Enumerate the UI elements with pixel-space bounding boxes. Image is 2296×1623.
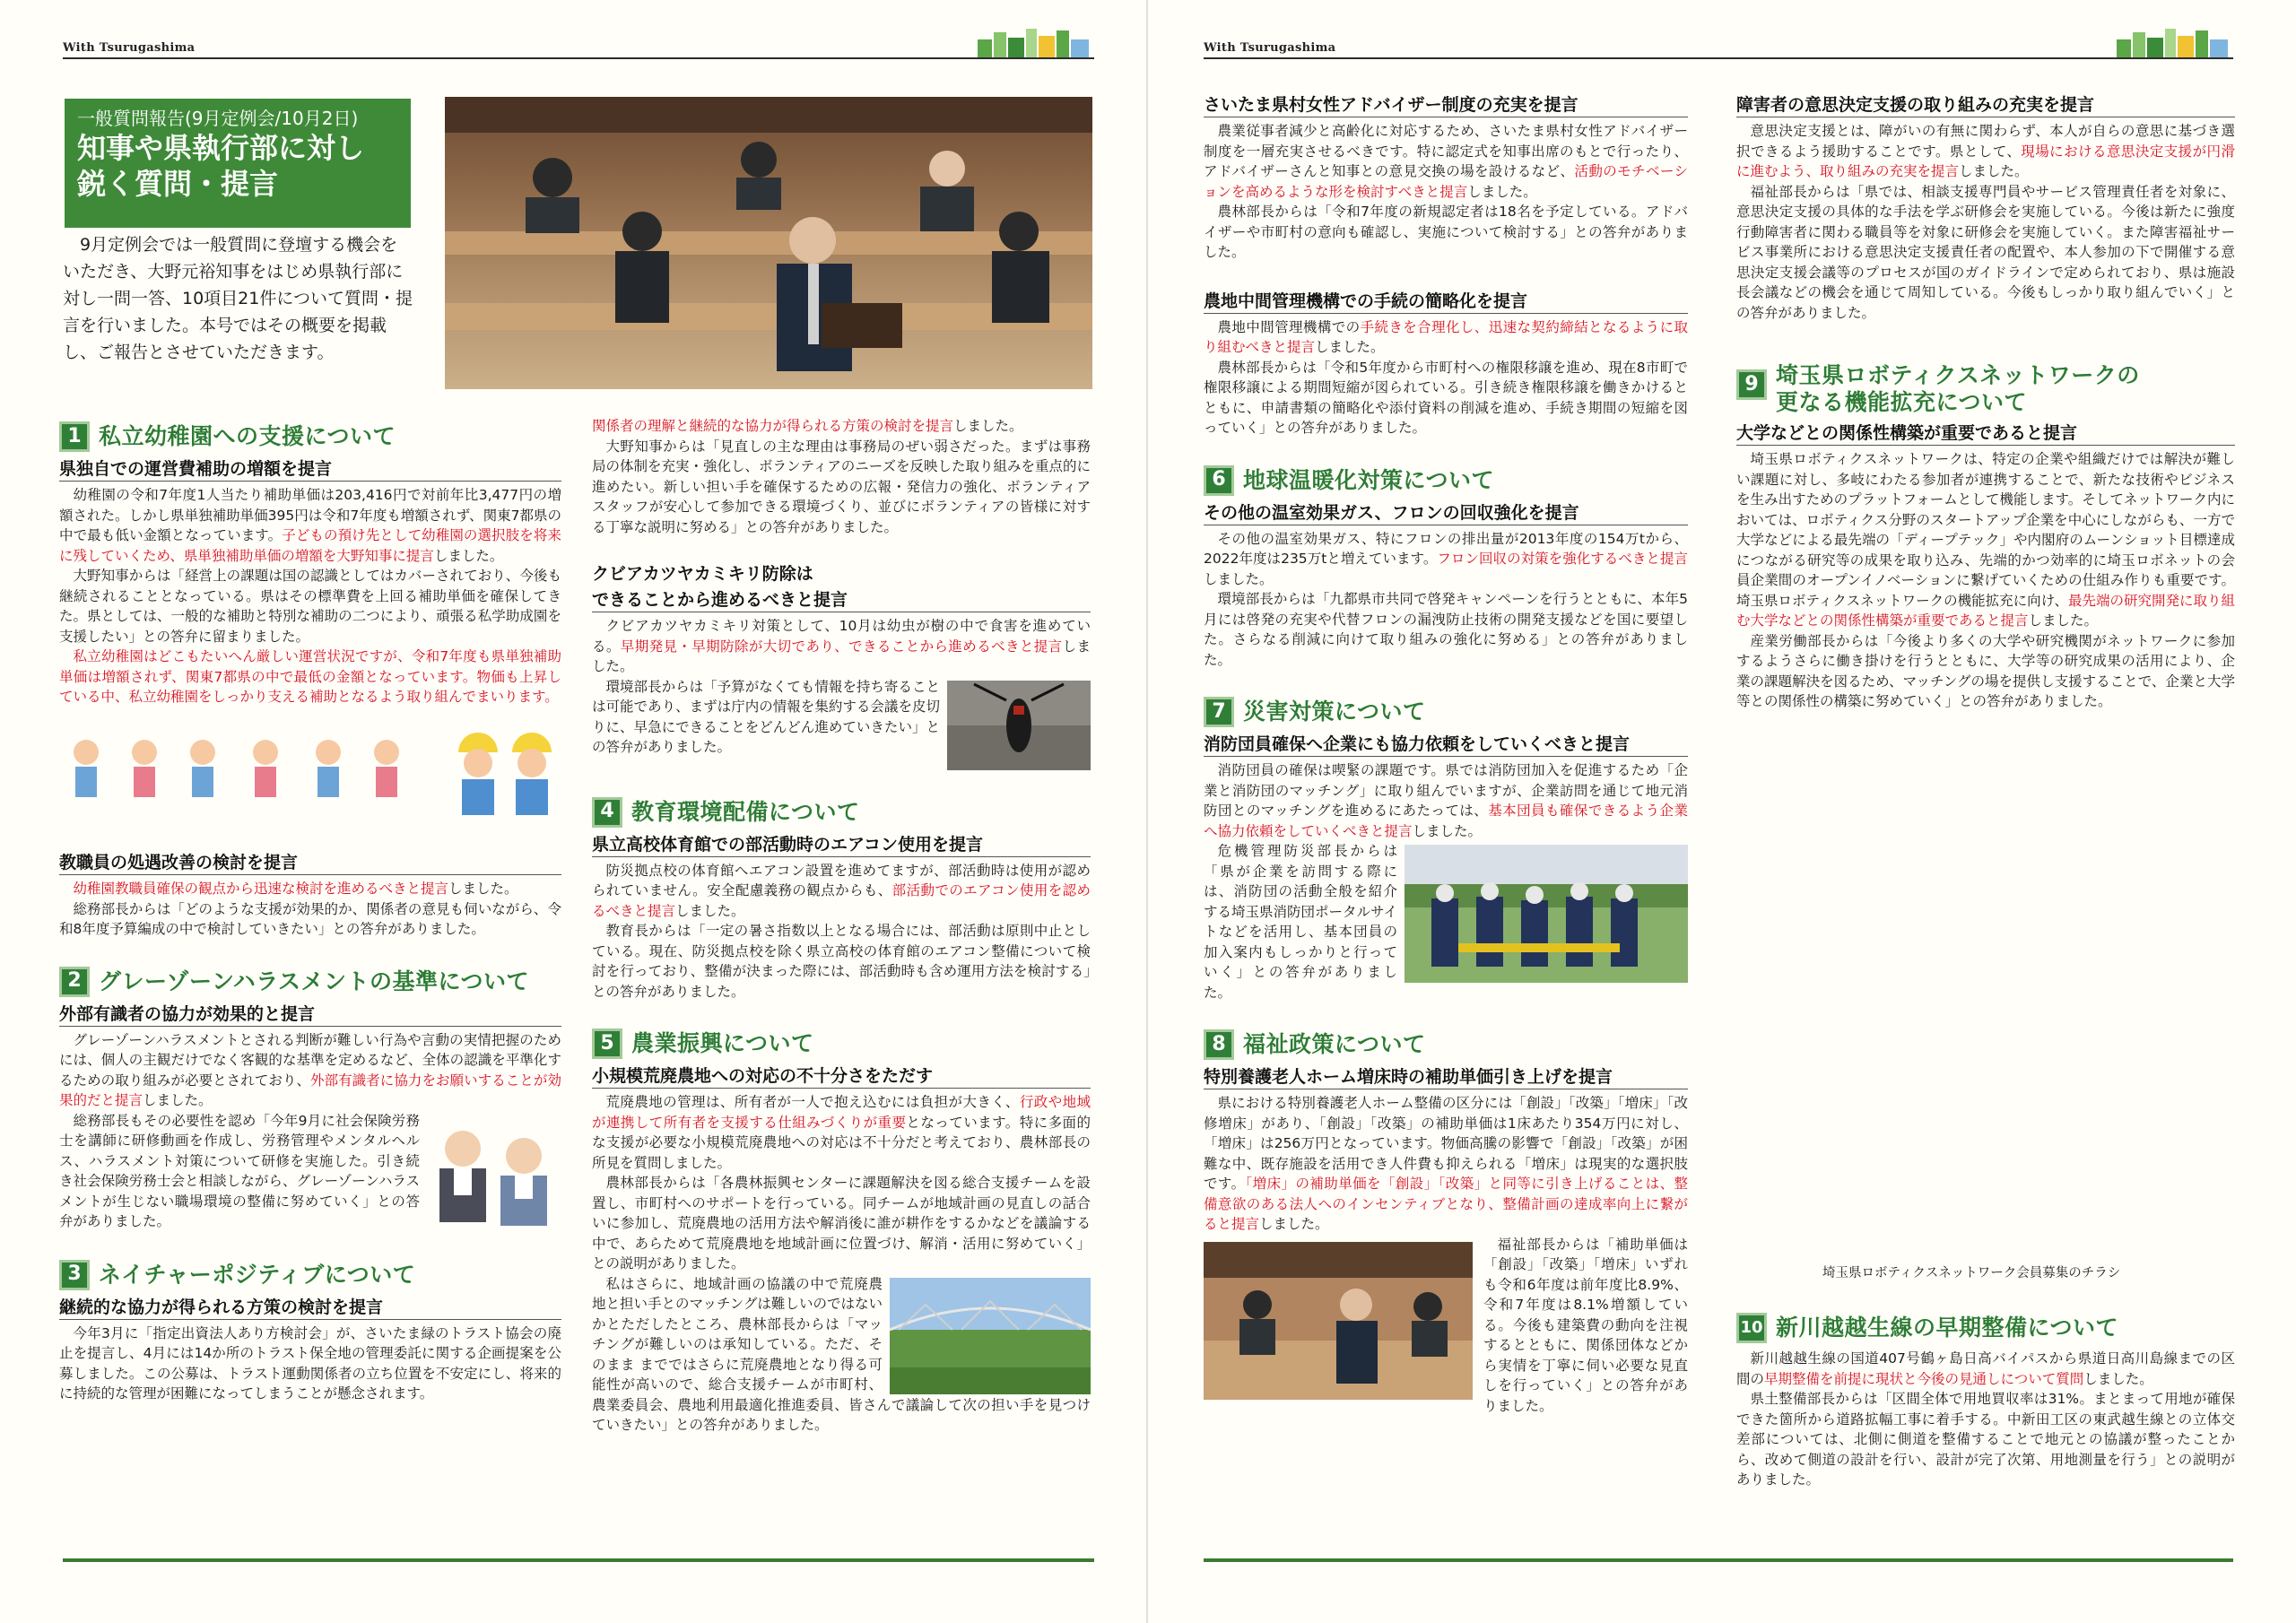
paragraph: クビアカツヤカミキリ対策として、10月は幼虫が樹の中で食害を進めている。早期発見・早期防除が大切であり、できることから進めるべきと提言しました。: [592, 618, 1091, 674]
paragraph: 埼玉県ロボティクスネットワークは、特定の企業や組織だけでは解決が難しい課題に対し、多岐にわたる参加者が連携することで、新たな技術やビジネスを生み出すためのプラットフォームとして機能します。そしてネットワーク内においては、ロボティクス分野のスタートアップ企業を中心にしながらも、一方で大学などによる最先端の「ディープテック」や内閣府のムーンショット目標達成につながる研究等の成果を取り込み、先端的かつ効率的に埼玉ロボネットの会員企業間のオープンイノベーションに繋げていくための仕組み作りも重要です。埼玉県ロボティクスネットワークの機能拡充に向け、最先端の研究開発に取り組む大学などとの関係性構築が重要であると提言しました。: [1736, 451, 2236, 629]
section-3-header: [59, 1260, 561, 1290]
kubi-title-2: できることから進めるべきと提言: [592, 588, 1091, 612]
paragraph: グレーゾーンハラスメントとされる判断が難しい行為や言動の実情把握のためには、個人の主観だけでなく客観的な基準を定めるなど、全体の認識を平準化するための取り組みが必要とされており、外部有識者に協力をお願いすることが効果的だと提言しました。: [59, 1031, 561, 1108]
header-rule: [63, 57, 1094, 59]
lead-tag: 一般質問報告(9月定例会/10月2日): [77, 108, 359, 129]
kubi-title-1: クビアカツヤカミキリ防除は: [592, 564, 813, 584]
paragraph: 意思決定支援とは、障がいの有無に関わらず、本人が自らの意思に基づき選択できるよう援助することです。県として、現場における意思決定支援が円滑に進むよう、取り組みの充実を提言しました。: [1736, 123, 2235, 179]
subheading: 農地中間管理機構での手続の簡略化を提言: [1204, 290, 1688, 314]
right-column-2: [1736, 91, 2235, 712]
speech-photo: [1204, 1242, 1473, 1400]
beetle-photo: [947, 681, 1091, 770]
section-10-header: [1736, 1313, 2235, 1343]
children-illustration: [59, 716, 561, 833]
subheading: 県独自での運営費補助の増額を提言: [59, 457, 561, 482]
paragraph: 消防団員の確保は喫緊の課題です。県では消防団加入を促進するため「企業と消防団のマッチング」に取り組んでいますが、企業訪問を通じて地元消防団とのマッチングを進めるにあたっては、基本団員も確保できるよう企業へ協力依頼をしていくべきと提言しました。: [1204, 762, 1688, 839]
section-number: 1: [59, 421, 90, 452]
section-title: 私立幼稚園への支援について: [99, 423, 396, 449]
section-title: 災害対策について: [1243, 699, 1426, 725]
section-number: 5: [592, 1028, 622, 1059]
subheading: 特別養護老人ホーム増床時の補助単価引き上げを提言: [1204, 1065, 1688, 1089]
section-5-header: [592, 1028, 1091, 1059]
officials-illustration: [427, 1116, 561, 1233]
right-column-1: [1204, 91, 1688, 1416]
paragraph: 農業従事者減少と高齢化に対応するため、さいたま県村女性アドバイザー制度を一層充実させるべきです。特に認定式を知事出席のもとで行ったり、アドバイザーさんと知事との意見交換の場を設けるなど、活動のモチベーションを高めるような形を検討すべきと提言しました。: [1204, 123, 1688, 200]
section-title: ネイチャーポジティブについて: [99, 1261, 416, 1288]
paragraph-continued: 関係者の理解と継続的な協力が得られる方策の検討を提言しました。: [592, 418, 1023, 434]
section-number: 8: [1204, 1029, 1234, 1060]
section-number: 3: [59, 1260, 90, 1290]
flyer-caption: 埼玉県ロボティクスネットワーク会員募集のチラシ: [1822, 1266, 2121, 1280]
section-9-header: [1736, 362, 2235, 416]
paragraph: 今年3月に「指定出資法人あり方検討会」が、さいたま緑のトラスト協会の廃止を提言し、4月には14か所のトラスト保全地の管理委託に関する企画提案を公募しました。この公募は、トラスト運動関係者の立ち位置を不安定にし、将来的に持続的な管理が困難になってしまうことが懸念されます。: [59, 1324, 561, 1402]
subheading: 小規模荒廃農地への対応の不十分さをただす: [592, 1064, 1091, 1089]
brand-left: With Tsurugashima: [63, 41, 196, 55]
header-rule: [1204, 57, 2233, 59]
footer-rule: [63, 1558, 1094, 1562]
subheading: その他の温室効果ガス、フロンの回収強化を提言: [1204, 501, 1688, 525]
paragraph: 防災拠点校の体育館へエアコン設置を進めてますが、部活動時は使用が認められていません。安全配慮義務の観点からも、部活動でのエアコン使用を認めるべきと提言しました。: [592, 862, 1091, 919]
lead-body: 9月定例会では一般質問に登壇する機会をいただき、大野元裕知事をはじめ県執行部に対し一問一答、10項目21件について質問・提言を行いました。本号ではその概要を掲載し、ご報告とさせていただきます。: [63, 235, 413, 362]
subheading: 教職員の処遇改善の検討を提言: [59, 851, 561, 875]
paragraph: 福祉部長からは「県では、相談支援専門員やサービス管理責任者を対象に、意思決定支援の具体的な手法を学ぶ研修会を実施している。今後は新たに強度行動障害者に関わる職員等を対象に研修会を実施していく。また障害福祉サービス事業所における意思決定支援責任者の配置や、本人参加の下で開催する意思決定支援会議等のプロセスが国のガイドラインで定められており、県は施設長会議などの機会を通じて周知している。今後もしっかり取り組んでいく」との答弁がありました。: [1736, 183, 2235, 321]
subheading: さいたま県村女性アドバイザー制度の充実を提言: [1204, 93, 1688, 117]
townscape-icon: [2117, 27, 2233, 59]
section-1-header: [59, 421, 561, 452]
section-title-2: 更なる機能拡充について: [1776, 389, 2028, 415]
paragraph: 大野知事からは「見直しの主な理由は事務局のぜい弱さだった。まずは事務局の体制を充実・強化し、ボランティアのニーズを反映した取り組みを重点的に進めたい。新しい担い手を確保するための広報・発信力の強化、ボランティアスタッフが安心して参加できる環境づくり、並びにボランティアの皆様に対する丁寧な説明に努める」との答弁がありました。: [592, 438, 1091, 535]
section-8-header: [1204, 1029, 1688, 1060]
section-2-header: [59, 967, 561, 997]
brand-right: With Tsurugashima: [1204, 41, 1336, 55]
section-number: 9: [1736, 369, 1767, 400]
paragraph: 環境部長からは「九都県市共同で啓発キャンペーンを行うとともに、本年5月には啓発の充実や代替フロンの漏洩防止技術の開発支援などを国に要望した。さらなる削減に向けて取り組みの強化に努める」との答弁がありました。: [1204, 591, 1688, 668]
paragraph: 農林部長からは「各農林振興センターに課題解決を図る総合支援チームを設置し、市町村へのサポートを行っている。同チームが地域計画の見直しの話合いに参加し、荒廃農地の活用方法や解消後に誰が耕作をするかなどを議論する中で、あらためて荒廃農地を地域計画に位置づけ、解消・活用に努めていく」との説明がありました。: [592, 1175, 1091, 1271]
section-7-header: [1204, 697, 1688, 727]
section-title: 福祉政策について: [1243, 1031, 1426, 1057]
footer-rule: [1204, 1558, 2233, 1562]
paragraph-with-photo: 福祉部長からは「補助単価は「創設」「改築」「増床」いずれも令和6年度は前年度比8.9%、令和7年度は8.1%増額している。今後も建築費の動向を注視するとともに、関係団体などから実情を丁寧に伺い必要な見直しを行っていく」との答弁がありました。: [1204, 1235, 1688, 1417]
paragraph: 産業労働部長からは「今後より多くの大学や研究機関がネットワークに参加するようさらに働き掛けを行うとともに、大学等の研究成果の活用により、企業の課題解決を図るため、マッチングの場を提供し支援することで、企業と大学等との関係性の構築に努めていく」との答弁がありました。: [1736, 632, 2235, 709]
section-number: 10: [1736, 1313, 1767, 1343]
farmland-photo: [890, 1278, 1091, 1394]
paragraph: 県土整備部長からは「区間全体で用地買収率は31%。まとまって用地が確保できた箇所から道路拡幅工事に着手する。中新田工区の東武越生線との立体交差部については、北側に側道を整備することで地元との協議が整ったことから、改めて側道の設計を行い、設計が完了次第、用地測量を行う」との説明がありました。: [1736, 1391, 2235, 1488]
section-title: 教育環境配備について: [631, 798, 860, 825]
paragraph: 農地中間管理機構での手続きを合理化し、迅速な契約締結となるように取り組むべきと提言しました。: [1204, 318, 1688, 355]
section-4-header: [592, 797, 1091, 828]
paragraph: 総務部長からは「どのような支援が効果的か、関係者の意見も伺いながら、令和8年度予算編成の中で検討していきたい」との答弁がありました。: [59, 900, 561, 937]
paragraph: 幼稚園の令和7年度1人当たり補助単価は203,416円で対前年比3,477円の増額された。しかし県単独補助単価395円は令和7年度も増額されず、関東7都県の中で最も低い金額となっています。子どもの預け先として幼稚園の選択肢を将来に残していくため、県単独補助単価の増額を大野知事に提言しました。: [59, 487, 561, 564]
paragraph-with-photo: 私はさらに、地域計画の協議の中で荒廃農地と担い手とのマッチングは難しいのではないかとただしたところ、農林部長からは「マッチングが難しいのは承知している。ただ、そのまま までではさらに荒廃農地となり得る可能性が高いので、総合支援チームが市町村、農業委員会、農地利用最適化推進委員、皆さんで議論して次の担い手を見つけていきたい」との答弁がありました。: [592, 1275, 1091, 1433]
paragraph: その他の温室効果ガス、特にフロンの排出量が2013年度の154万tから、2022年度は235万tと増えています。フロン回収の対策を強化するべきと提言しました。: [1204, 530, 1688, 587]
paragraph: 大野知事からは「経営上の課題は国の認識としてはカバーされており、今後も継続されることとなっている。県はその標準費を上回る補助単価を確保してきた。県としては、一般的な補助と特別な補助の二つにより、頑張る私学助成園を支援したい」との答弁に留まりました。: [59, 568, 561, 645]
lead-title-1: 知事や県執行部に対し: [77, 131, 365, 165]
section-number: 6: [1204, 465, 1234, 496]
firefighters-photo: [1405, 845, 1688, 983]
assembly-photo: [445, 97, 1092, 389]
subheading: 障害者の意思決定支援の取り組みの充実を提言: [1736, 93, 2235, 117]
paragraph-with-figure: 総務部長もその必要性を認め「今年9月に社会保険労務士を講師に研修動画を作成し、労務管理やメンタルヘルス、ハラスメント対策について研修を実施した。引き続き社会保険労務士会と相談しながら、グレーゾーンハラスメントが生じない職場環境の整備に努めていく」との答弁がありました。: [59, 1111, 561, 1232]
subheading: 県立高校体育館での部活動時のエアコン使用を提言: [592, 833, 1091, 857]
paragraph: 農林部長からは「令和7年度の新規認定者は18名を予定している。アドバイザーや市町村の意向も確認し、実施について検討する」との答弁がありました。: [1204, 204, 1688, 260]
paragraph: 県における特別養護老人ホーム整備の区分には「創設」「改築」「増床」「改修増床」があり、「創設」「改築」の補助単価は1床あたり354万円に対し、「増床」は256万円となっています。物価高騰の影響で「創設」「改築」が困難な中、既存施設を活用でき人件費も抑えられる「増床」は現実的な選択肢です。「増床」の補助単価を「創設」「改築」と同等に引き上げることは、整備意欲のある法人へのインセンティブとなり、整備計画の達成率向上に繋がると提言しました。: [1204, 1095, 1688, 1232]
paragraph-with-photo: 危機管理防災部長からは「県が企業を訪問する際には、消防団の活動全般を紹介する埼玉県消防団ポータルサイトなどを活用し、基本団員の加入案内もしっかりと行っていく」との答弁がありました。: [1204, 841, 1688, 1002]
section-6-header: [1204, 465, 1688, 496]
lead-title-2: 鋭く質問・提言: [77, 167, 279, 201]
subheading: 大学などとの関係性構築が重要であると提言: [1736, 421, 2235, 446]
section-10-block: [1736, 1313, 2235, 1490]
middle-column: [592, 416, 1091, 1436]
section-title: 新川越越生線の早期整備について: [1776, 1315, 2119, 1341]
section-number: 2: [59, 967, 90, 997]
section-title-1: 埼玉県ロボティクスネットワークの: [1776, 362, 2140, 388]
section-title: グレーゾーンハラスメントの基準について: [99, 968, 530, 994]
section-number: 7: [1204, 697, 1234, 727]
section-title: 地球温暖化対策について: [1243, 466, 1495, 493]
section-number: 4: [592, 797, 622, 828]
subheading: 消防団員確保へ企業にも協力依頼をしていくべきと提言: [1204, 733, 1688, 757]
paragraph: 荒廃農地の管理は、所有者が一人で抱え込むには負担が大きく、行政や地域が連携して所有者を支援する仕組みづくりが重要となっています。特に多面的な支援が必要な小規模荒廃農地への対応は不十分だと考えており、農林部長の所見を質問しました。: [592, 1094, 1091, 1171]
paragraph-highlight: 私立幼稚園はどこもたいへん厳しい運営状況ですが、令和7年度も県単独補助単価は増額されず、関東7都県の中で最低の金額となっています。物価も上昇している中、私立幼稚園をしっかり支える補助となるよう取り組んでまいります。: [59, 648, 561, 705]
subheading: 外部有識者の協力が効果的と提言: [59, 1002, 561, 1027]
paragraph: 新川越越生線の国道407号鶴ヶ島日高バイパスから県道日高川島線までの区間の早期整備を前提に現状と今後の見通しについて質問しました。: [1736, 1350, 2235, 1387]
paragraph-with-photo: 環境部長からは「予算がなくても情報を持ち寄ることは可能であり、まずは庁内の情報を集約する会議を皮切りに、早急にできることをどんどん進めていきたい」との答弁がありました。: [592, 677, 1091, 758]
lead-title-box: [65, 99, 411, 228]
paragraph: 教育長からは「一定の暑さ指数以上となる場合には、部活動は原則中止としている。現在、防災拠点校を除く県立高校の体育館のエアコン整備について検討を行っており、整備が決まった際には、部活動時も含め運用方法を検討する」との答弁がありました。: [592, 923, 1091, 1000]
right-page: [1148, 0, 2296, 1623]
townscape-icon: [978, 27, 1094, 59]
paragraph: 農林部長からは「令和5年度から市町村への権限移譲を進め、現在8市町で権限移譲による期間短縮が図られている。引き続き権限移譲を働きかけるとともに、申請書類の簡略化や添付資料の削減を進め、手続き期間の短縮を図っていく」との答弁がありました。: [1204, 359, 1688, 436]
left-column: [59, 421, 561, 1404]
paragraph: 幼稚園教職員確保の観点から迅速な検討を進めるべきと提言しました。: [73, 881, 518, 897]
section-title: 農業振興について: [631, 1030, 814, 1056]
subheading: 継続的な協力が得られる方策の検討を提言: [59, 1296, 561, 1320]
